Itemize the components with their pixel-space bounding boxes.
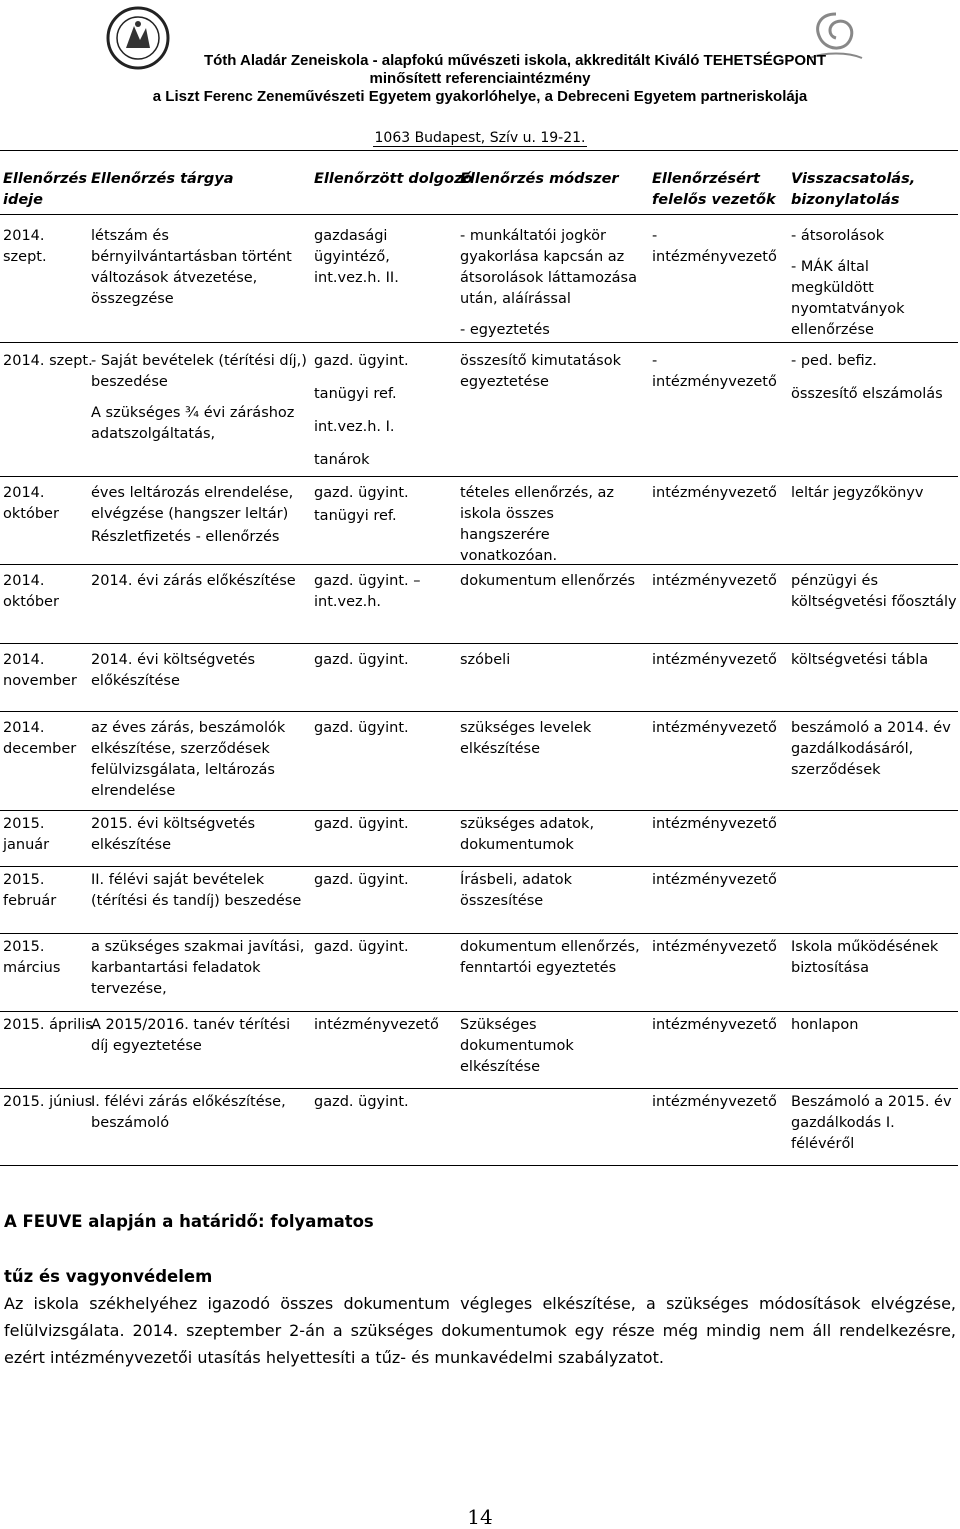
table-row — [0, 1011, 958, 1088]
cell-vissza — [788, 226, 958, 342]
cell-targya: a szükséges szakmai javítási, karbantartási feladatok tervezése, — [91, 939, 305, 997]
cell-felelos: intézményvezető — [652, 720, 777, 736]
table-row — [0, 214, 958, 342]
cell-vissza — [788, 351, 958, 476]
letterhead — [0, 52, 960, 106]
table-row — [0, 1088, 958, 1166]
address — [0, 130, 960, 146]
cell-vissza — [788, 814, 958, 866]
cell-dolgozo — [311, 483, 457, 564]
table-row — [0, 476, 958, 564]
cell-targya: II. félévi saját bevételek (térítési és tandíj) beszedése — [91, 872, 302, 909]
cell-modszer: tételes ellenőrzés, az iskola összes hangszerére vonatkozóan. — [460, 485, 615, 564]
cell-dolgozo: gazd. ügyint. – int.vez.h. — [314, 573, 421, 610]
col-header-ideje: Ellenőrzés ideje — [3, 171, 88, 208]
cell-vissza-line: - MÁK által megküldött nyomtatványok ellenőrzése — [791, 259, 905, 338]
table-row — [0, 564, 958, 643]
cell-ideje: 2015. február — [3, 872, 57, 909]
cell-ideje: 2014. november — [3, 652, 77, 689]
feuve-section — [4, 1208, 956, 1235]
cell-targya: az éves zárás, beszámolók elkészítése, szerződések felülvizsgálata, leltározás elrendelése — [91, 720, 286, 799]
cell-targya: 2014. évi költségvetés előkészítése — [91, 652, 256, 689]
cell-dolgozo: gazd. ügyint. — [314, 872, 409, 888]
cell-felelos: intézményvezető — [652, 1094, 777, 1110]
table-row — [0, 933, 958, 1011]
cell-dolgozo: gazd. ügyint. — [314, 652, 409, 668]
cell-targya — [88, 483, 311, 564]
cell-modszer: szóbeli — [460, 652, 511, 668]
cell-targya: A 2015/2016. tanév térítési díj egyeztetése — [91, 1017, 291, 1054]
cell-vissza: költségvetési tábla — [791, 652, 929, 668]
cell-ideje: 2014. október — [3, 485, 59, 522]
cell-dolgozo: gazd. ügyint. — [314, 816, 409, 832]
cell-targya: 2015. évi költségvetés elkészítése — [91, 816, 256, 853]
cell-vissza-line: - ped. befiz. — [791, 353, 877, 369]
table-row — [0, 643, 958, 711]
cell-felelos: intézményvezető — [652, 573, 777, 589]
cell-targya-line: A szükséges ¾ évi záráshoz adatszolgáltatás, — [91, 405, 295, 442]
cell-dolgozo-line: tanárok — [314, 452, 370, 468]
cell-modszer: összesítő kimutatások egyeztetése — [460, 353, 621, 390]
cell-modszer: Szükséges dokumentumok elkészítése — [460, 1017, 574, 1075]
cell-ideje: 2015. március — [3, 939, 61, 976]
cell-dolgozo: intézményvezető — [314, 1017, 439, 1033]
cell-targya: 2014. évi zárás előkészítése — [91, 573, 296, 589]
col-header-felelos: Ellenőrzésért felelős vezetők — [652, 171, 776, 208]
cell-modszer-line: - egyeztetés — [460, 322, 550, 338]
cell-dolgozo — [311, 351, 457, 476]
col-header-dolgozo: Ellenőrzött dolgozó — [314, 171, 473, 187]
feuve-heading: A FEUVE alapján a határidő: folyamatos — [4, 1212, 374, 1231]
cell-modszer: dokumentum ellenőrzés, fenntartói egyeztetés — [460, 939, 640, 976]
cell-targya: I. félévi zárás előkészítése, beszámoló — [91, 1094, 286, 1131]
cell-felelos: - intézményvezető — [652, 228, 777, 265]
fire-protection-section — [4, 1263, 956, 1371]
table-row — [0, 711, 958, 810]
cell-targya-line: éves leltározás elrendelése, elvégzése (hangszer leltár) — [91, 485, 294, 522]
cell-ideje: 2014. december — [3, 720, 77, 757]
control-table — [0, 150, 958, 1166]
cell-vissza: pénzügyi és költségvetési főosztály — [791, 573, 957, 610]
cell-vissza: honlapon — [791, 1017, 859, 1033]
table-row — [0, 866, 958, 933]
fire-protection-text: Az iskola székhelyéhez igazodó összes dokumentum végleges elkészítése, a szükséges módosítások elvégzése, felülvizsgálata. 2014. szeptember 2-án a szükséges dokumentumok egy része még mindig nem áll rendelkezésre, ezért intézményvezetői utasítás helyettesíti a tűz- és munkavédelmi szabályzatot. — [4, 1294, 956, 1367]
cell-felelos: intézményvezető — [652, 816, 777, 832]
cell-dolgozo: gazd. ügyint. — [314, 720, 409, 736]
table-header — [0, 150, 958, 214]
cell-targya-line: Részletfizetés - ellenőrzés — [91, 529, 280, 545]
cell-targya-line: - Saját bevételek (térítési díj,) beszedése — [91, 353, 307, 390]
cell-modszer — [457, 226, 649, 342]
cell-dolgozo-line: tanügyi ref. — [314, 508, 397, 524]
letterhead-line-1: Tóth Aladár Zeneiskola - alapfokú művészeti iskola, akkreditált Kiváló TEHETSÉGPONT — [203, 52, 827, 69]
cell-felelos: intézményvezető — [652, 872, 777, 888]
cell-vissza-line: összesítő elszámolás — [791, 386, 943, 402]
cell-ideje: 2014. szept. — [3, 228, 47, 265]
cell-ideje: 2014. október — [3, 573, 59, 610]
cell-vissza-line: - átsorolások — [791, 228, 885, 244]
cell-targya: létszám és bérnyilvántartásban történt változások átvezetése, összegzése — [91, 228, 292, 307]
cell-dolgozo: gazd. ügyint. — [314, 939, 409, 955]
cell-modszer — [457, 1092, 649, 1165]
page-number: 14 — [467, 1505, 493, 1529]
cell-ideje: 2015. április — [3, 1017, 93, 1033]
col-header-modszer: Ellenőrzés módszer — [460, 171, 619, 187]
cell-dolgozo-line: gazd. ügyint. — [314, 353, 409, 369]
cell-vissza: leltár jegyzőkönyv — [791, 485, 924, 501]
col-header-vissza: Visszacsatolás, bizonylatolás — [791, 171, 916, 208]
cell-modszer: szükséges levelek elkészítése — [460, 720, 592, 757]
cell-vissza: Iskola működésének biztosítása — [791, 939, 939, 976]
cell-vissza: Beszámoló a 2015. év gazdálkodás I. félévéről — [791, 1094, 952, 1152]
cell-modszer: dokumentum ellenőrzés — [460, 573, 636, 589]
cell-felelos: intézményvezető — [652, 485, 777, 501]
letterhead-line-2: minősített referenciaintézmény — [369, 70, 591, 87]
cell-ideje: 2014. szept. — [3, 353, 93, 369]
cell-modszer: szükséges adatok, dokumentumok — [460, 816, 595, 853]
cell-dolgozo: gazd. ügyint. — [314, 1094, 409, 1110]
cell-vissza — [788, 870, 958, 933]
cell-felelos: intézményvezető — [652, 939, 777, 955]
cell-felelos: - intézményvezető — [652, 353, 777, 390]
address-text: 1063 Budapest, Szív u. 19-21. — [374, 130, 586, 146]
cell-ideje: 2015. január — [3, 816, 50, 853]
letterhead-line-3: a Liszt Ferenc Zeneművészeti Egyetem gyakorlóhelye, a Debreceni Egyetem partneriskolája — [152, 88, 808, 105]
table-row — [0, 810, 958, 866]
cell-vissza: beszámoló a 2014. év gazdálkodásáról, szerződések — [791, 720, 951, 778]
fire-protection-heading: tűz és vagyonvédelem — [4, 1267, 213, 1286]
cell-ideje: 2015. június — [3, 1094, 93, 1110]
cell-targya — [88, 351, 311, 476]
cell-dolgozo-line: tanügyi ref. — [314, 386, 397, 402]
cell-modszer-line: - munkáltatói jogkör gyakorlása kapcsán az átsorolások láttamozása után, aláírással — [460, 228, 637, 307]
cell-modszer: Írásbeli, adatok összesítése — [460, 872, 573, 909]
cell-dolgozo: gazdasági ügyintéző, int.vez.h. II. — [314, 228, 399, 286]
col-header-targya: Ellenőrzés tárgya — [91, 171, 234, 187]
cell-dolgozo-line: int.vez.h. I. — [314, 419, 395, 435]
cell-felelos: intézményvezető — [652, 1017, 777, 1033]
cell-felelos: intézményvezető — [652, 652, 777, 668]
cell-dolgozo-line: gazd. ügyint. — [314, 485, 409, 501]
table-row — [0, 342, 958, 476]
